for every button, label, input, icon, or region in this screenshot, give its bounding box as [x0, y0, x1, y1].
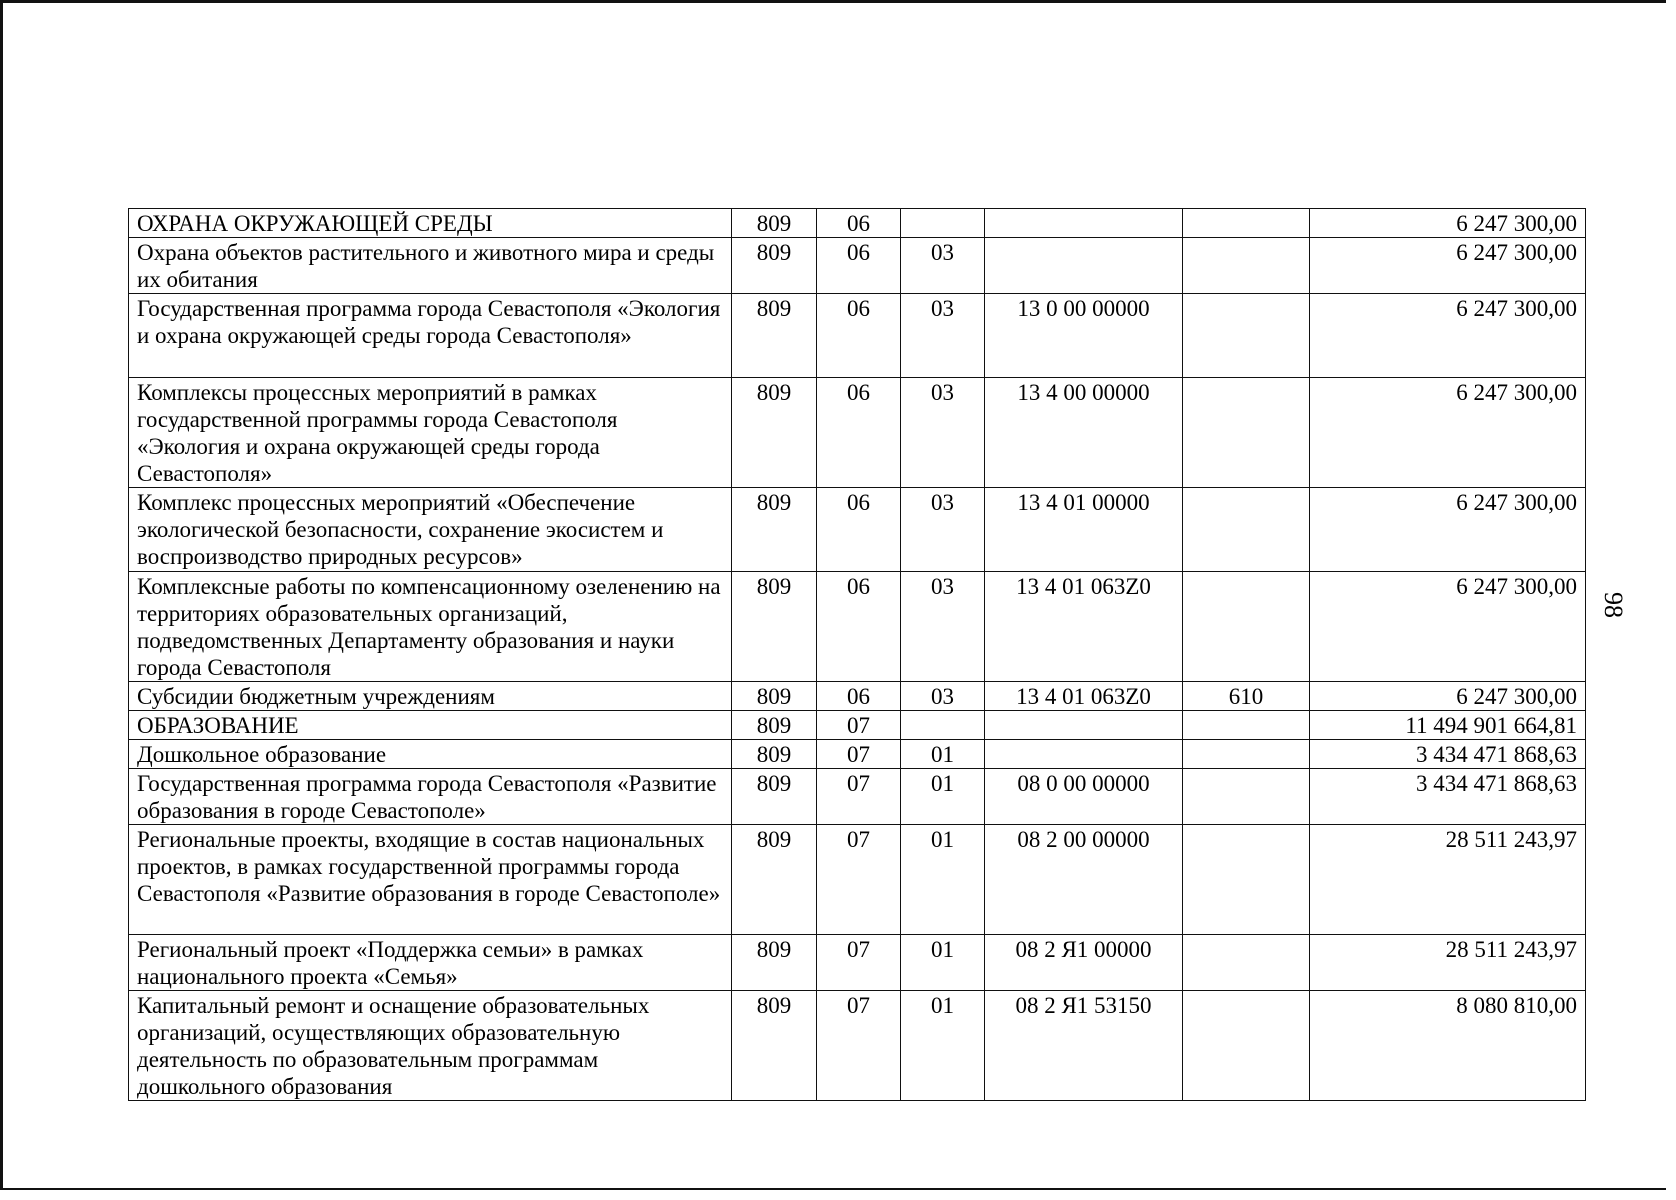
cell-section: 07: [817, 711, 901, 740]
table-row: [129, 740, 1586, 769]
cell-ved: 809: [732, 238, 817, 294]
cell-expense-type: [1183, 572, 1310, 682]
cell-subsection: 03: [901, 294, 985, 378]
cell-subsection: 01: [901, 935, 985, 991]
cell-name: Государственная программа города Севастополя «Развитие образования в городе Севастополе»: [129, 769, 732, 825]
table-row: [129, 825, 1586, 935]
cell-expense-type: [1183, 711, 1310, 740]
cell-name: ОБРАЗОВАНИЕ: [129, 711, 732, 740]
cell-subsection: 03: [901, 488, 985, 572]
cell-name: Субсидии бюджетным учреждениям: [129, 682, 732, 711]
cell-amount: 28 511 243,97: [1310, 825, 1586, 935]
cell-name: Государственная программа города Севастополя «Экология и охрана окружающей среды города Севастополя»: [129, 294, 732, 378]
cell-target-article: [985, 740, 1183, 769]
cell-ved: 809: [732, 572, 817, 682]
cell-target-article: [985, 238, 1183, 294]
cell-expense-type: [1183, 769, 1310, 825]
cell-amount: 11 494 901 664,81: [1310, 711, 1586, 740]
table-row: [129, 935, 1586, 991]
table-row: [129, 294, 1586, 378]
cell-amount: 6 247 300,00: [1310, 488, 1586, 572]
table-row: [129, 378, 1586, 488]
cell-target-article: 13 4 00 00000: [985, 378, 1183, 488]
budget-table-body: [129, 209, 1586, 1101]
cell-ved: 809: [732, 935, 817, 991]
cell-expense-type: [1183, 825, 1310, 935]
table-row: [129, 238, 1586, 294]
cell-section: 06: [817, 238, 901, 294]
cell-subsection: 01: [901, 769, 985, 825]
cell-target-article: 13 4 01 063Z0: [985, 682, 1183, 711]
cell-name: Региональные проекты, входящие в состав национальных проектов, в рамках государственной программы города Севастополя «Развитие образования в городе Севастополе»: [129, 825, 732, 935]
cell-section: 06: [817, 682, 901, 711]
cell-expense-type: [1183, 935, 1310, 991]
cell-ved: 809: [732, 740, 817, 769]
table-row: [129, 711, 1586, 740]
cell-section: 07: [817, 825, 901, 935]
cell-expense-type: [1183, 209, 1310, 238]
cell-subsection: 03: [901, 682, 985, 711]
cell-target-article: 13 4 01 00000: [985, 488, 1183, 572]
cell-ved: 809: [732, 682, 817, 711]
budget-table: [128, 208, 1586, 1101]
cell-name: Капитальный ремонт и оснащение образовательных организаций, осуществляющих образовательную деятельность по образовательным программам дошкольного образования: [129, 991, 732, 1101]
cell-amount: 3 434 471 868,63: [1310, 740, 1586, 769]
cell-section: 06: [817, 209, 901, 238]
cell-section: 07: [817, 935, 901, 991]
page-number: 98: [1599, 592, 1628, 618]
cell-subsection: 01: [901, 991, 985, 1101]
cell-amount: 6 247 300,00: [1310, 238, 1586, 294]
cell-name: Комплексные работы по компенсационному озеленению на территориях образовательных организаций, подведомственных Департаменту образования и науки города Севастополя: [129, 572, 732, 682]
table-row: [129, 682, 1586, 711]
cell-subsection: [901, 209, 985, 238]
cell-amount: 6 247 300,00: [1310, 294, 1586, 378]
cell-name: Комплексы процессных мероприятий в рамках государственной программы города Севастополя «Экология и охрана окружающей среды города Севастополя»: [129, 378, 732, 488]
cell-expense-type: 610: [1183, 682, 1310, 711]
cell-ved: 809: [732, 488, 817, 572]
cell-section: 06: [817, 572, 901, 682]
cell-target-article: 08 0 00 00000: [985, 769, 1183, 825]
cell-target-article: 13 4 01 063Z0: [985, 572, 1183, 682]
cell-section: 06: [817, 294, 901, 378]
cell-ved: 809: [732, 825, 817, 935]
cell-target-article: [985, 209, 1183, 238]
cell-subsection: 01: [901, 740, 985, 769]
cell-subsection: 03: [901, 378, 985, 488]
cell-ved: 809: [732, 991, 817, 1101]
cell-ved: 809: [732, 711, 817, 740]
cell-amount: 3 434 471 868,63: [1310, 769, 1586, 825]
cell-amount: 8 080 810,00: [1310, 991, 1586, 1101]
cell-subsection: 01: [901, 825, 985, 935]
cell-section: 06: [817, 378, 901, 488]
cell-section: 07: [817, 991, 901, 1101]
cell-expense-type: [1183, 378, 1310, 488]
cell-section: 06: [817, 488, 901, 572]
cell-target-article: [985, 711, 1183, 740]
cell-subsection: 03: [901, 572, 985, 682]
cell-section: 07: [817, 769, 901, 825]
table-row: [129, 991, 1586, 1101]
cell-target-article: 08 2 Я1 00000: [985, 935, 1183, 991]
cell-name: Дошкольное образование: [129, 740, 732, 769]
cell-amount: 6 247 300,00: [1310, 378, 1586, 488]
cell-ved: 809: [732, 294, 817, 378]
cell-expense-type: [1183, 488, 1310, 572]
cell-subsection: 03: [901, 238, 985, 294]
cell-ved: 809: [732, 209, 817, 238]
cell-name: ОХРАНА ОКРУЖАЮЩЕЙ СРЕДЫ: [129, 209, 732, 238]
cell-target-article: 08 2 Я1 53150: [985, 991, 1183, 1101]
table-row: [129, 488, 1586, 572]
cell-amount: 6 247 300,00: [1310, 209, 1586, 238]
table-row: [129, 572, 1586, 682]
cell-target-article: 08 2 00 00000: [985, 825, 1183, 935]
cell-amount: 28 511 243,97: [1310, 935, 1586, 991]
cell-name: Охрана объектов растительного и животного мира и среды их обитания: [129, 238, 732, 294]
cell-expense-type: [1183, 294, 1310, 378]
cell-amount: 6 247 300,00: [1310, 572, 1586, 682]
cell-section: 07: [817, 740, 901, 769]
cell-name: Комплекс процессных мероприятий «Обеспечение экологической безопасности, сохранение экосистем и воспроизводство природных ресурсов»: [129, 488, 732, 572]
cell-expense-type: [1183, 740, 1310, 769]
cell-expense-type: [1183, 991, 1310, 1101]
cell-expense-type: [1183, 238, 1310, 294]
cell-amount: 6 247 300,00: [1310, 682, 1586, 711]
cell-ved: 809: [732, 769, 817, 825]
cell-target-article: 13 0 00 00000: [985, 294, 1183, 378]
cell-ved: 809: [732, 378, 817, 488]
cell-subsection: [901, 711, 985, 740]
table-row: [129, 769, 1586, 825]
cell-name: Региональный проект «Поддержка семьи» в рамках национального проекта «Семья»: [129, 935, 732, 991]
table-row: [129, 209, 1586, 238]
